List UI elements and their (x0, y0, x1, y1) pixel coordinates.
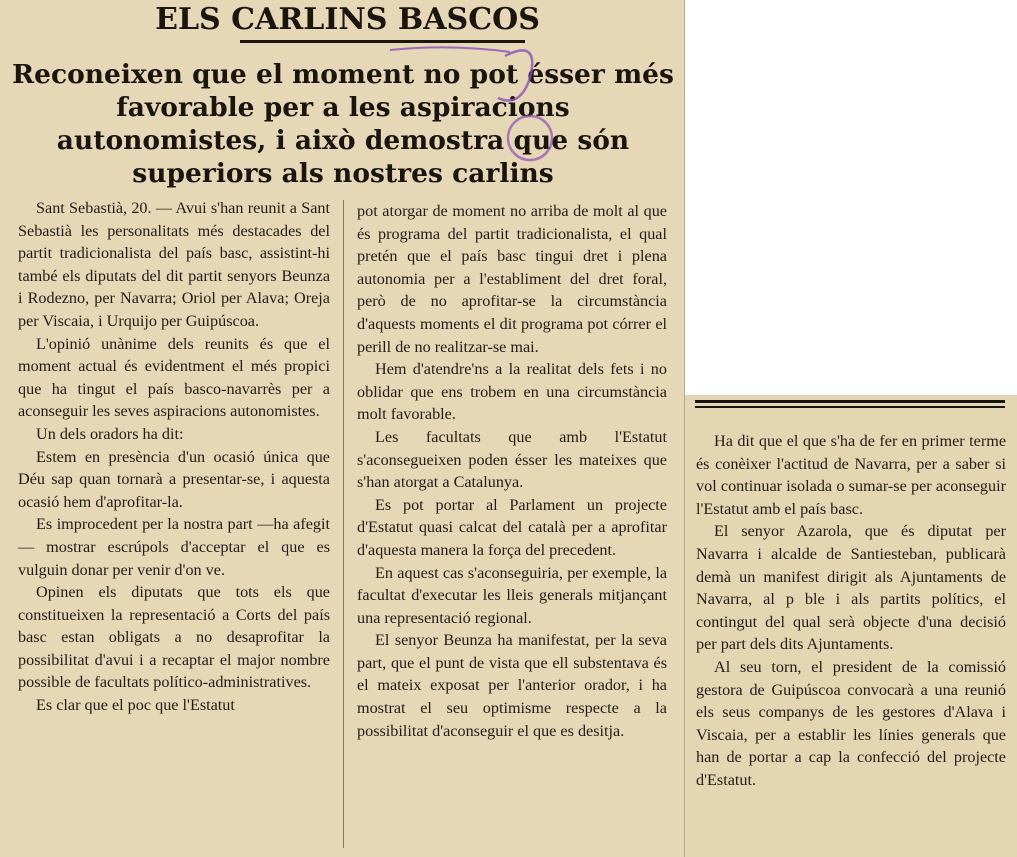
paragraph: El senyor Beunza ha manifestat, per la seva part, que el punt de vista que ell substentava és el mateix exposat per l'anterior orador, i ha mostrat el seu optimisme respecte a la possibilitat d'aconseguir el que es desitja. (357, 631, 667, 740)
paragraph: Es clar que el poc que l'Estatut (36, 696, 235, 715)
paragraph: Hem d'atendre'ns a la realitat dels fets i no oblidar que ens trobem en una circumstància molt favorable. (357, 360, 667, 424)
paragraph: Opinen els diputats que tots els que constitueixen la representació a Corts del país basc estan obligats a no desaprofitar la possibilitat d'avui i a recaptar el major nombre possible de facultats político-administratives. (18, 583, 330, 692)
paragraph: Estem en presència d'un ocasió única que Déu sap quan tornarà a presentar-se, i aquesta ocasió hem d'aprofitar-la. (18, 447, 330, 511)
paragraph: L'opinió unànime dels reunits és que el moment actual és evidentment el més propici que ha tingut el país basco-navarrès per a aconseguir les seves aspiracions autonomistes. (18, 334, 330, 421)
article-column-1 (18, 197, 330, 717)
paragraph: El senyor Azarola, que és diputat per Navarra i alcalde de Santiesteban, publicarà demà un manifest dirigit als Ajuntaments de Navarra, al p ble i als partits polítics, el contingut del qual serà objecte d'una decisió per part dels dits Ajuntaments. (696, 522, 1006, 654)
column-divider (343, 200, 344, 848)
paragraph: En aquest cas s'aconseguiria, per exemple, la facultat d'executar les lleis generals mitjançant una representació regional. (357, 563, 667, 627)
paragraph: Es improcedent per la nostra part —ha afegit— mostrar escrúpols d'acceptar el que es vulguin donar per venir d'on ve. (18, 515, 330, 579)
subheadline: Reconeixen que el moment no pot ésser més favorable per a les aspiracions autonomistes, i això demostra que són superiors als nostres carlins (12, 59, 674, 189)
clipping-edge (684, 0, 685, 857)
article-column-2 (357, 200, 667, 742)
ink-annotation-mark (380, 38, 580, 168)
column-head-rule (695, 400, 1005, 408)
paragraph: Ha dit que el que s'ha de fer en primer terme és conèixer l'actitud de Navarra, per a saber si vol continuar isolada o sumar-se per aconseguir l'Estatut amb el país basc. (696, 432, 1006, 518)
paragraph: Un dels oradors ha dit: (36, 424, 184, 443)
headline: ELS CARLINS BASCOS (155, 2, 540, 37)
paragraph: Al seu torn, el president de la comissió gestora de Guipúscoa convocarà a una reunió els seus companys de les gestores d'Alava i Viscaia, per a establir les línies generals que han de portar a cap la confecció del projecte d'Estatut. (696, 657, 1006, 789)
article-column-3 (696, 430, 1006, 792)
paragraph: pot atorgar de moment no arriba de molt al que és programa del partit tradicionalista, el qual pretén que el país basc tingui dret i plena autonomia per a l'establiment del dret foral, però de no aprofitar-se la circumstància d'aquests moments el dit programa pot córrer el perill de no realitzar-se mai. (357, 202, 667, 356)
paragraph: Sant Sebastià, 20. — Avui s'han reunit a Sant Sebastià les personalitats més destacades del partit tradicionalista del país basc, assistint-hi també els diputats del dit partit senyors Beunza i Rodezno, per Navarra; Oriol per Alava; Oreja per Viscaia, i Urquijo per Guipúscoa. (18, 199, 330, 330)
paragraph: Es pot portar al Parlament un projecte d'Estatut quasi calcat del català per a aprofitar d'aquesta manera la força del precedent. (357, 495, 667, 559)
paragraph: Les facultats que amb l'Estatut s'aconsegueixen poden ésser les mateixes que s'han atorgat a Catalunya. (357, 427, 667, 492)
